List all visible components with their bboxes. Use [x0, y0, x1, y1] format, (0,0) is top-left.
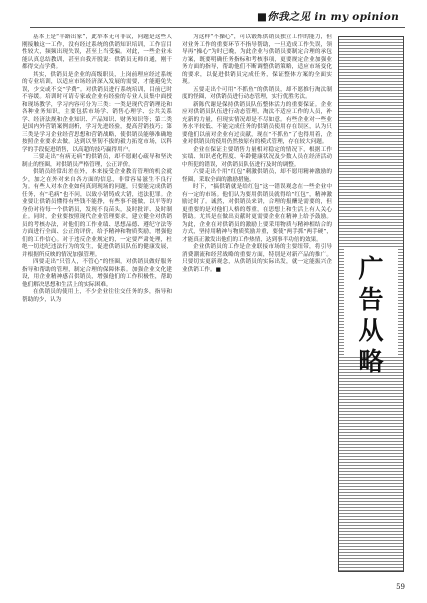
ad-omitted-label: [344, 253, 398, 377]
header-rule: [30, 27, 405, 28]
ad-label-char: 从: [358, 316, 384, 345]
paragraph: 企业供销员的工作是企业联接市场的主要纽带，将引导消费潮流和经营战略的重要方面，特别是对新产品的推广。只要切实更新观念，从供销员的实际出发，就一定能振兴企业供销工作。■: [182, 244, 332, 273]
section-title: ■你我之见 in my opinion: [256, 11, 399, 23]
paragraph: 基本上是“半路出家”，此举本无可非议，问题是这些人刚接触这一工作，没有经过系统的供销知识培训，工作盲目性较大，频频出现失误，甚至上当受骗。对此，一些企业未能认真总结教训，甚至自我开脱说：供销员无师自通，刚干都得交点学费。: [22, 34, 172, 70]
paragraph: 其实，供销员是企业的高级职员，上岗前理应经过系统的专业培训，以适应市场经济深入发展的需要，才能避免失误，少交或不交“学费”。对供销员进行系统培训，目前已时不容缓。培训时可请专家或企业有经验的专业人员集中面授和现场教学，学习内容可分为三类：一类是现代营销理论和各种业务知识，主要包括市场学、销售心理学、公共关系学、经济法规和企业知识、产品知识、财务知识等；第二类是国内外营销案例剖析，学习先进经验，提高营销技巧；第三类是学习企业经营思想和营销战略，使供销员能够准确地按照企业要求去做。达到以坚韧不拔的毅力拓宽市场，以科学的手段促进销售，以高超的技巧赢得用户。: [22, 71, 172, 153]
paragraph: 三要走出“有病无病”的供销员，却不愿耐心疏导和坚决制止的怪圈，对供销员严格管理，公正评价。: [22, 154, 172, 168]
paragraph: 供销员经常出差在外，本来接受企业教育管理的机会就少，加之在外对来自各方面的信息，非常容易滋生不良行为。有些人对本企业如何真到现场的问题，只要能完成供销任务，有“毛病”也不问，以致小错铸成大错，违法犯罪。企业要让供销员懂得有些钱不能挣，有些事不能做，以平等的身份对待每一个供销员，发现不良苗头，及时批评、及时制止。同时，企业要按照现代企业管理要求，建立健全对供销员的考核办法，对他们的工作业绩、思想品德、遵纪守法等方面进行全面、公正的评价，给予精神和物质奖励，增强他们的工作信心。对于违反企业规定的，一定要严肃处理，杜绝一切违纪违法行为的发生，促进供销员队伍的健康发展，并根据所反映的情况加强管理。: [22, 169, 172, 258]
ad-label-char: 告: [358, 285, 384, 314]
paragraph: 时下，“搞供销就是给红包”这一错误观念在一些企业中有一定的市场。他们认为要用供销员就得给“红包”，精神激励过时了。诚然，对供销员来讲，合理的报酬是需要的，但更重要的是对他们人格的尊重，在思想上和生活上有人关心帮助。尤其是在做出贡献时更需要企业在精神上给予鼓励。为此，企业在对供销员的激励上要采用物质与精神相结合的方式，坚持用精神与物质奖励并重，要使“两手抓“两手硬”，才能真正激发出他们的工作热情，达到事半功倍的效果。: [182, 184, 332, 243]
article-column-right: [182, 34, 332, 579]
paragraph: 为这样“不操心”，可以锻炼供销员独立工作的能力，但对业务工作的重要环节不指导帮助，一旦造成工作失误，领导再“操心”为时已晚，为此企业与供销员要制定合理的承包方案，既要明确任务指标和考核事项，更要规定企业加强业务方面的指导，帮助他们不断调整供销策略，适应市场变化的要求，以促进供销员完成任务，保证整体方案的全面实现。: [182, 34, 332, 85]
paragraph: 五要走出个可用“不抓鱼”的供销员，却不愿推行淘汰制度的怪圈，对供销员进行动态管理，实行优胜劣汰。: [182, 86, 332, 100]
ad-label-char: 略: [358, 347, 384, 376]
ad-label-box: [344, 249, 398, 376]
paragraph: 在供销员的使用上，不少企业往往交任务的多，指导和帮助的少，认为: [22, 289, 172, 303]
running-header: [0, 6, 427, 28]
article-column-left: [22, 34, 172, 579]
ad-placeholder-panel: [338, 36, 404, 572]
ad-label-char: 广: [358, 254, 384, 283]
paragraph: 新陈代谢是保持供销员队伍整体活力的重要保证。企业应对供销员队伍进行动态管理，淘汰不适应工作的人员，补充新的力量，但现实情况却是不尽如意。有些企业对一些业务水平较低、不能完成任务的供销员使用存在误区，认为只要他们以前对企业有过贡献，现在“不抓鱼”了也得用着，企业对供销员的使用仍然按原有的模式管理，存在较大问题。: [182, 101, 332, 145]
page-number: 59: [396, 583, 405, 591]
paragraph: 六要走出个用“红包”刺激供销员，却不愿用精神激励的怪圈，采取全面的激励措施。: [182, 169, 332, 183]
paragraph: 四要走出“只管人，不管心”的怪圈，对供销员做好服务指导和帮助的管理，制定合理的保障体系。加强企业文化建设，用企业精神感召供销员，增强他们的工作积极性，帮助他们解决思想和生活上的实际困难。: [22, 259, 172, 288]
paragraph: 企业在保证主要销售力量相对稳定的情况下，根据工作实绩、知识老化程度、年龄健康状况及少数人员在经济活动中所犯的错误，对供销员队伍进行及时的调整。: [182, 146, 332, 168]
